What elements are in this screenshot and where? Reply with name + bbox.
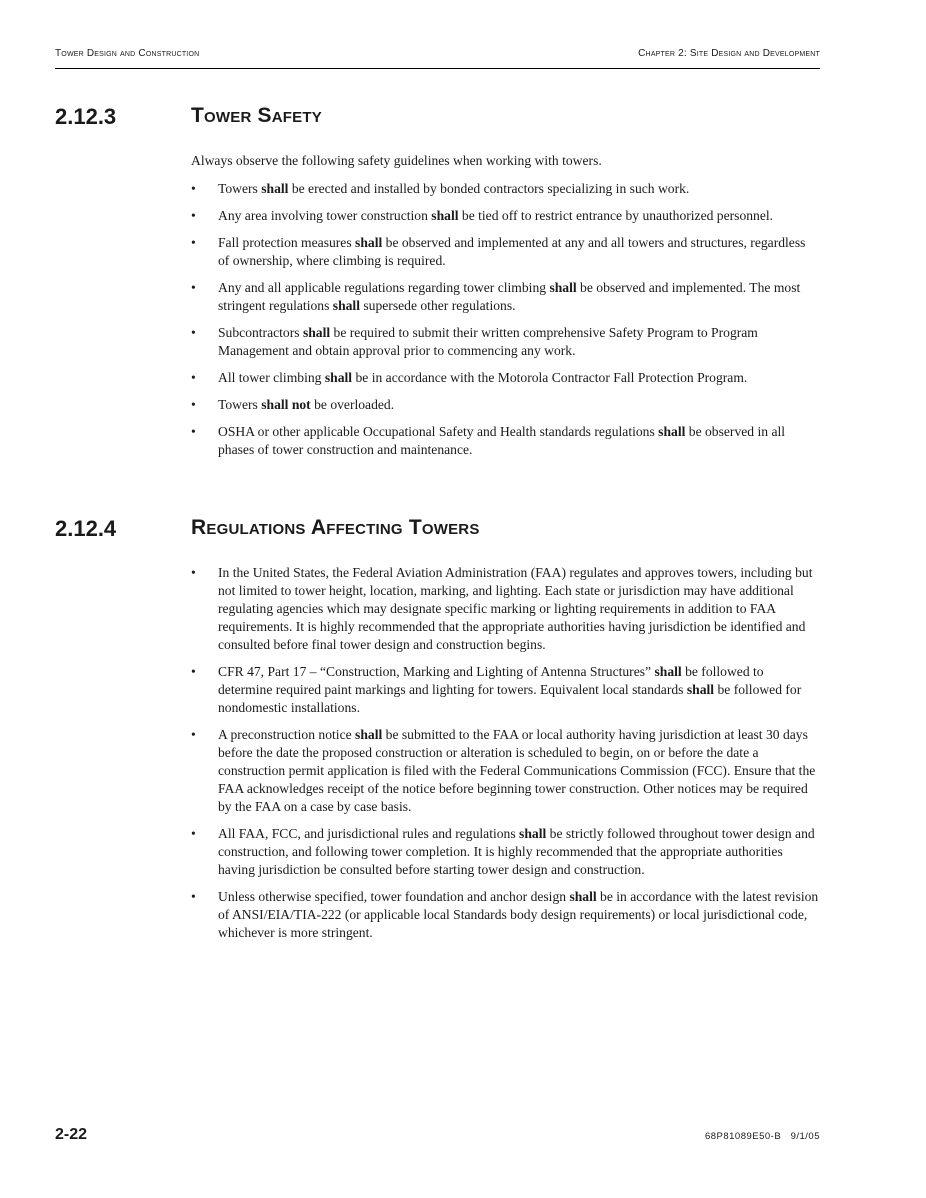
emphasis-text: shall	[355, 727, 383, 742]
body-text: OSHA or other applicable Occupational Safety and Health standards regulations	[218, 424, 659, 439]
section-number: 2.12.3	[55, 104, 117, 129]
body-text: All FAA, FCC, and jurisdictional rules and regulations	[218, 826, 520, 841]
safety-guidelines-list	[191, 180, 819, 468]
emphasis-text: shall	[519, 826, 547, 841]
bullet-icon: •	[191, 397, 196, 412]
emphasis-text: shall	[332, 298, 360, 313]
list-item	[191, 423, 819, 459]
emphasis-text: shall	[569, 889, 597, 904]
body-text: be followed for nondomestic installations.	[218, 682, 802, 715]
section-title: Tower Safety	[191, 104, 322, 127]
document-id: 68P81089E50-B 9/1/05	[704, 1131, 820, 1142]
body-text: In the United States, the Federal Aviation Administration (FAA) regulates and approves towers, including but not limited to tower height, location, marking, and lighting. Each state or jurisdiction may have additional regulating agencies which may designate specific marking or lighting requirements in addition to FAA requirements. It is highly recommended that the appropriate authorities having jurisdiction be identified and consulted before final tower design and construction begins.	[218, 565, 813, 652]
bullet-icon: •	[191, 727, 196, 742]
body-text: be in accordance with the Motorola Contractor Fall Protection Program.	[352, 370, 748, 385]
body-text: The most stringent regulations	[218, 280, 801, 313]
body-text: be in accordance with the latest revision of ANSI/EIA/TIA-222 (or applicable local Standards body design requirements) or local jurisdictional code, whichever is more stringent.	[218, 889, 819, 940]
bullet-icon: •	[191, 280, 196, 295]
list-item	[191, 207, 819, 225]
emphasis-text: shall	[431, 208, 459, 223]
list-item	[191, 180, 819, 198]
body-text: CFR 47, Part 17 – “Construction, Marking and Lighting of Antenna Structures”	[218, 664, 655, 679]
section-number: 2.12.4	[55, 516, 117, 541]
body-text: be observed and implemented at any and all towers and structures, regardless of ownership, where climbing is required.	[218, 235, 806, 268]
bullet-icon: •	[191, 181, 196, 196]
emphasis-text: shall	[261, 181, 289, 196]
header-chapter-title: Chapter 2: Site Design and Development	[638, 48, 820, 59]
list-item	[191, 369, 819, 387]
bullet-icon: •	[191, 208, 196, 223]
body-text: Towers	[218, 181, 262, 196]
emphasis-text: shall	[549, 280, 577, 295]
list-item	[191, 888, 819, 942]
body-text: be observed and implemented.	[576, 280, 747, 295]
body-text: Any area involving tower construction	[218, 208, 432, 223]
body-text: A preconstruction notice	[218, 727, 356, 742]
bullet-icon: •	[191, 826, 196, 841]
bullet-icon: •	[191, 235, 196, 250]
bullet-icon: •	[191, 664, 196, 679]
body-text: be strictly followed throughout tower design and construction, and following tower completion. It is highly recommended that the appropriate authorities having jurisdiction be consulted before starting tower design and construction.	[218, 826, 815, 877]
page-header	[55, 48, 820, 69]
bullet-icon: •	[191, 325, 196, 340]
emphasis-text: shall	[658, 424, 686, 439]
bullet-icon: •	[191, 424, 196, 439]
bullet-icon: •	[191, 889, 196, 904]
body-text: be observed in all phases of tower construction and maintenance.	[218, 424, 786, 457]
body-text: supersede other regulations.	[359, 298, 516, 313]
body-text: Towers	[218, 397, 262, 412]
emphasis-text: shall	[302, 325, 331, 340]
list-item	[191, 726, 819, 816]
body-text: Subcontractors	[218, 325, 303, 340]
bullet-icon: •	[191, 370, 196, 385]
emphasis-text: shall	[324, 370, 353, 385]
body-text: All tower climbing	[218, 370, 325, 385]
emphasis-text: shall	[355, 235, 383, 250]
bullet-icon: •	[191, 565, 196, 580]
body-text: be overloaded.	[310, 397, 395, 412]
body-text: be submitted to the FAA or local authority having jurisdiction at least 30 days before the date the proposed construction or alteration is scheduled to begin, on or before the date a construction permit application is filed with the Federal Communications Commission (FCC). Ensure that the FAA acknowledges receipt of the notice before beginning tower construction. Other notices may be required by the FAA on a case by case basis.	[218, 727, 816, 814]
list-item	[191, 324, 819, 360]
body-text: Fall protection measures	[218, 235, 356, 250]
list-item	[191, 564, 819, 654]
regulations-list	[191, 564, 819, 951]
emphasis-text: shall	[686, 682, 715, 697]
body-text: Any and all applicable regulations regarding tower climbing	[218, 280, 550, 295]
page-number: 2-22	[55, 1126, 88, 1143]
section-intro: Always observe the following safety guidelines when working with towers.	[191, 153, 602, 168]
list-item	[191, 825, 819, 879]
list-item	[191, 663, 819, 717]
list-item	[191, 234, 819, 270]
list-item	[191, 396, 819, 414]
section-title: Regulations Affecting Towers	[191, 516, 480, 539]
list-item	[191, 279, 819, 315]
body-text: be erected and installed by bonded contractors specializing in such work.	[288, 181, 690, 196]
body-text: Unless otherwise specified, tower foundation and anchor design	[218, 889, 570, 904]
body-text: be tied off to restrict entrance by unauthorized personnel.	[458, 208, 774, 223]
body-text: be required to submit their written comprehensive Safety Program to Program Management and obtain approval prior to commencing any work.	[218, 325, 758, 358]
body-text: be followed to determine required paint markings and lighting for towers. Equivalent local standards	[218, 664, 764, 697]
emphasis-text: shall not	[261, 397, 311, 412]
emphasis-text: shall	[654, 664, 682, 679]
header-document-title: Tower Design and Construction	[55, 48, 200, 59]
